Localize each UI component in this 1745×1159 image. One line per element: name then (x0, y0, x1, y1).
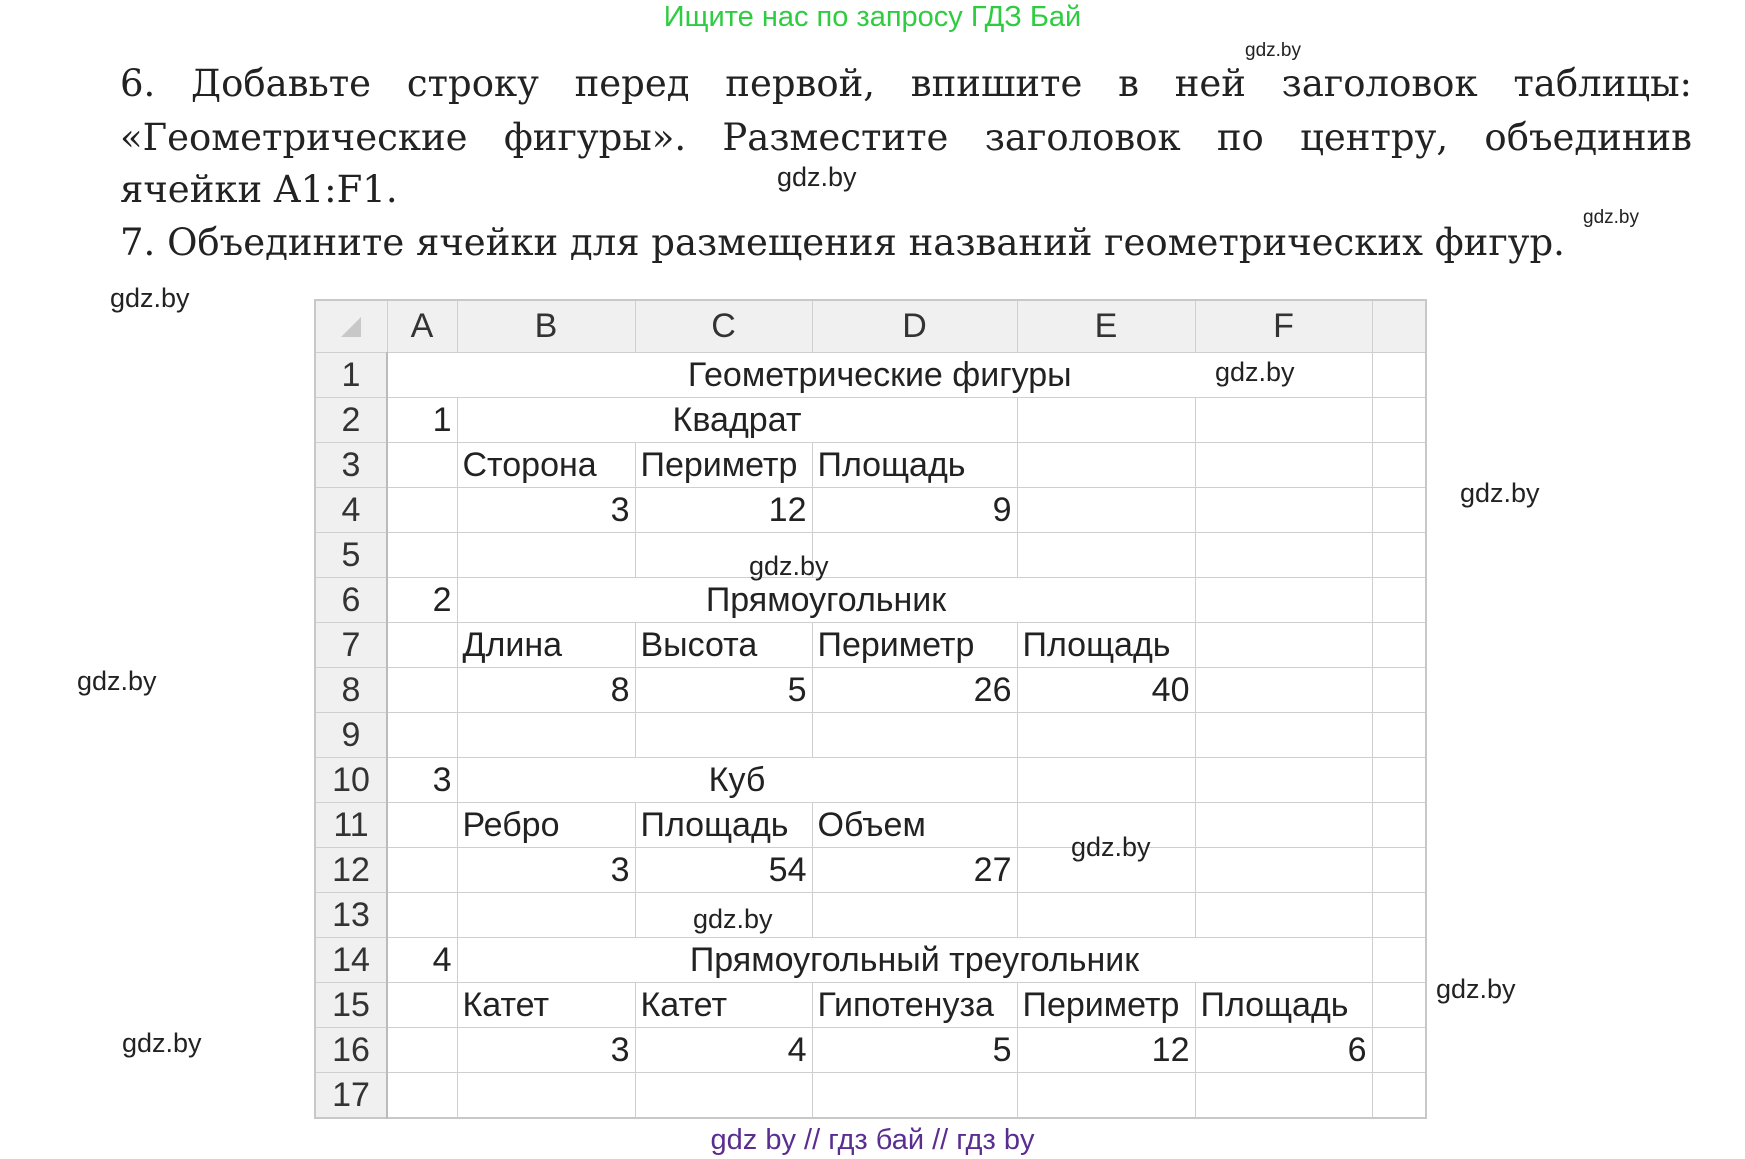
row-header[interactable]: 7 (315, 623, 387, 668)
cell[interactable]: Площадь (635, 803, 812, 848)
cell[interactable]: Площадь (1195, 983, 1372, 1028)
cell[interactable]: 1 (387, 398, 457, 443)
watermark: gdz.by (1245, 40, 1301, 61)
cell[interactable]: Периметр (1017, 983, 1195, 1028)
watermark: gdz.by (1071, 832, 1151, 862)
row-header[interactable]: 5 (315, 533, 387, 578)
row-header[interactable]: 15 (315, 983, 387, 1028)
cell[interactable]: 8 (457, 668, 635, 713)
row-header[interactable]: 11 (315, 803, 387, 848)
watermark: gdz.by (693, 904, 773, 934)
column-header[interactable]: F (1195, 300, 1372, 353)
cell[interactable]: 54 (635, 848, 812, 893)
column-header[interactable]: B (457, 300, 635, 353)
column-header[interactable]: E (1017, 300, 1195, 353)
footer-watermark: gdz by // гдз бай // гдз by (710, 1124, 1035, 1156)
cell[interactable]: Гипотенуза (812, 983, 1017, 1028)
row-header[interactable]: 14 (315, 938, 387, 983)
watermark: gdz.by (110, 283, 190, 313)
watermark: gdz.by (749, 551, 829, 581)
row-header[interactable]: 6 (315, 578, 387, 623)
watermark: gdz.by (777, 162, 857, 192)
cell[interactable]: 26 (812, 668, 1017, 713)
cell[interactable]: Катет (457, 983, 635, 1028)
row-header[interactable]: 12 (315, 848, 387, 893)
cell[interactable]: Площадь (812, 443, 1017, 488)
cell[interactable]: 3 (457, 488, 635, 533)
cell[interactable]: Площадь (1017, 623, 1195, 668)
cell[interactable]: 3 (457, 848, 635, 893)
watermark: gdz.by (1436, 974, 1516, 1004)
search-banner: Ищите нас по запросу ГДЗ Бай (663, 1, 1082, 33)
cell[interactable]: 6 (1195, 1028, 1372, 1073)
cell[interactable]: 3 (457, 1028, 635, 1073)
cell[interactable]: 3 (387, 758, 457, 803)
cell[interactable]: Периметр (635, 443, 812, 488)
row-header[interactable]: 10 (315, 758, 387, 803)
column-header[interactable]: C (635, 300, 812, 353)
row-header[interactable]: 16 (315, 1028, 387, 1073)
cell[interactable]: Периметр (812, 623, 1017, 668)
row-header[interactable]: 13 (315, 893, 387, 938)
watermark: gdz.by (1583, 207, 1639, 228)
column-header[interactable]: D (812, 300, 1017, 353)
cell[interactable]: Квадрат (457, 398, 1017, 443)
row-header[interactable]: 3 (315, 443, 387, 488)
select-all-corner[interactable] (315, 300, 387, 353)
row-header[interactable]: 4 (315, 488, 387, 533)
watermark: gdz.by (122, 1028, 202, 1058)
cell[interactable]: 4 (635, 1028, 812, 1073)
cell[interactable]: Высота (635, 623, 812, 668)
row-header[interactable]: 8 (315, 668, 387, 713)
cell[interactable]: 40 (1017, 668, 1195, 713)
cell[interactable]: Куб (457, 758, 1017, 803)
watermark: gdz.by (1460, 478, 1540, 508)
task-6-line-2: «Геометрические фигуры». Разместите заголовок по центру, объединив (120, 116, 1692, 159)
cell[interactable]: 27 (812, 848, 1017, 893)
cell[interactable]: Ребро (457, 803, 635, 848)
cell[interactable]: 9 (812, 488, 1017, 533)
row-header[interactable]: 17 (315, 1073, 387, 1119)
cell[interactable]: 2 (387, 578, 457, 623)
cell[interactable]: 5 (635, 668, 812, 713)
cell[interactable]: Прямоугольный треугольник (457, 938, 1372, 983)
cell[interactable]: Объем (812, 803, 1017, 848)
column-header[interactable]: A (387, 300, 457, 353)
cell[interactable]: Сторона (457, 443, 635, 488)
spreadsheet (314, 299, 1427, 1119)
cell[interactable]: Прямоугольник (457, 578, 1195, 623)
cell[interactable]: 4 (387, 938, 457, 983)
cell[interactable]: 12 (1017, 1028, 1195, 1073)
watermark: gdz.by (77, 666, 157, 696)
task-6-line-3: ячейки A1:F1. (120, 168, 398, 211)
row-header[interactable]: 2 (315, 398, 387, 443)
cell[interactable]: 12 (635, 488, 812, 533)
cell[interactable]: 5 (812, 1028, 1017, 1073)
task-6-line-1: 6. Добавьте строку перед первой, впишите в ней заголовок таблицы: (120, 62, 1692, 105)
row-header[interactable]: 9 (315, 713, 387, 758)
watermark: gdz.by (1215, 357, 1295, 387)
row-header[interactable]: 1 (315, 353, 387, 398)
table-title-cell[interactable]: Геометрические фигуры (387, 353, 1372, 398)
cell[interactable]: Длина (457, 623, 635, 668)
task-7: 7. Объедините ячейки для размещения названий геометрических фигур. (120, 221, 1565, 264)
cell[interactable]: Катет (635, 983, 812, 1028)
